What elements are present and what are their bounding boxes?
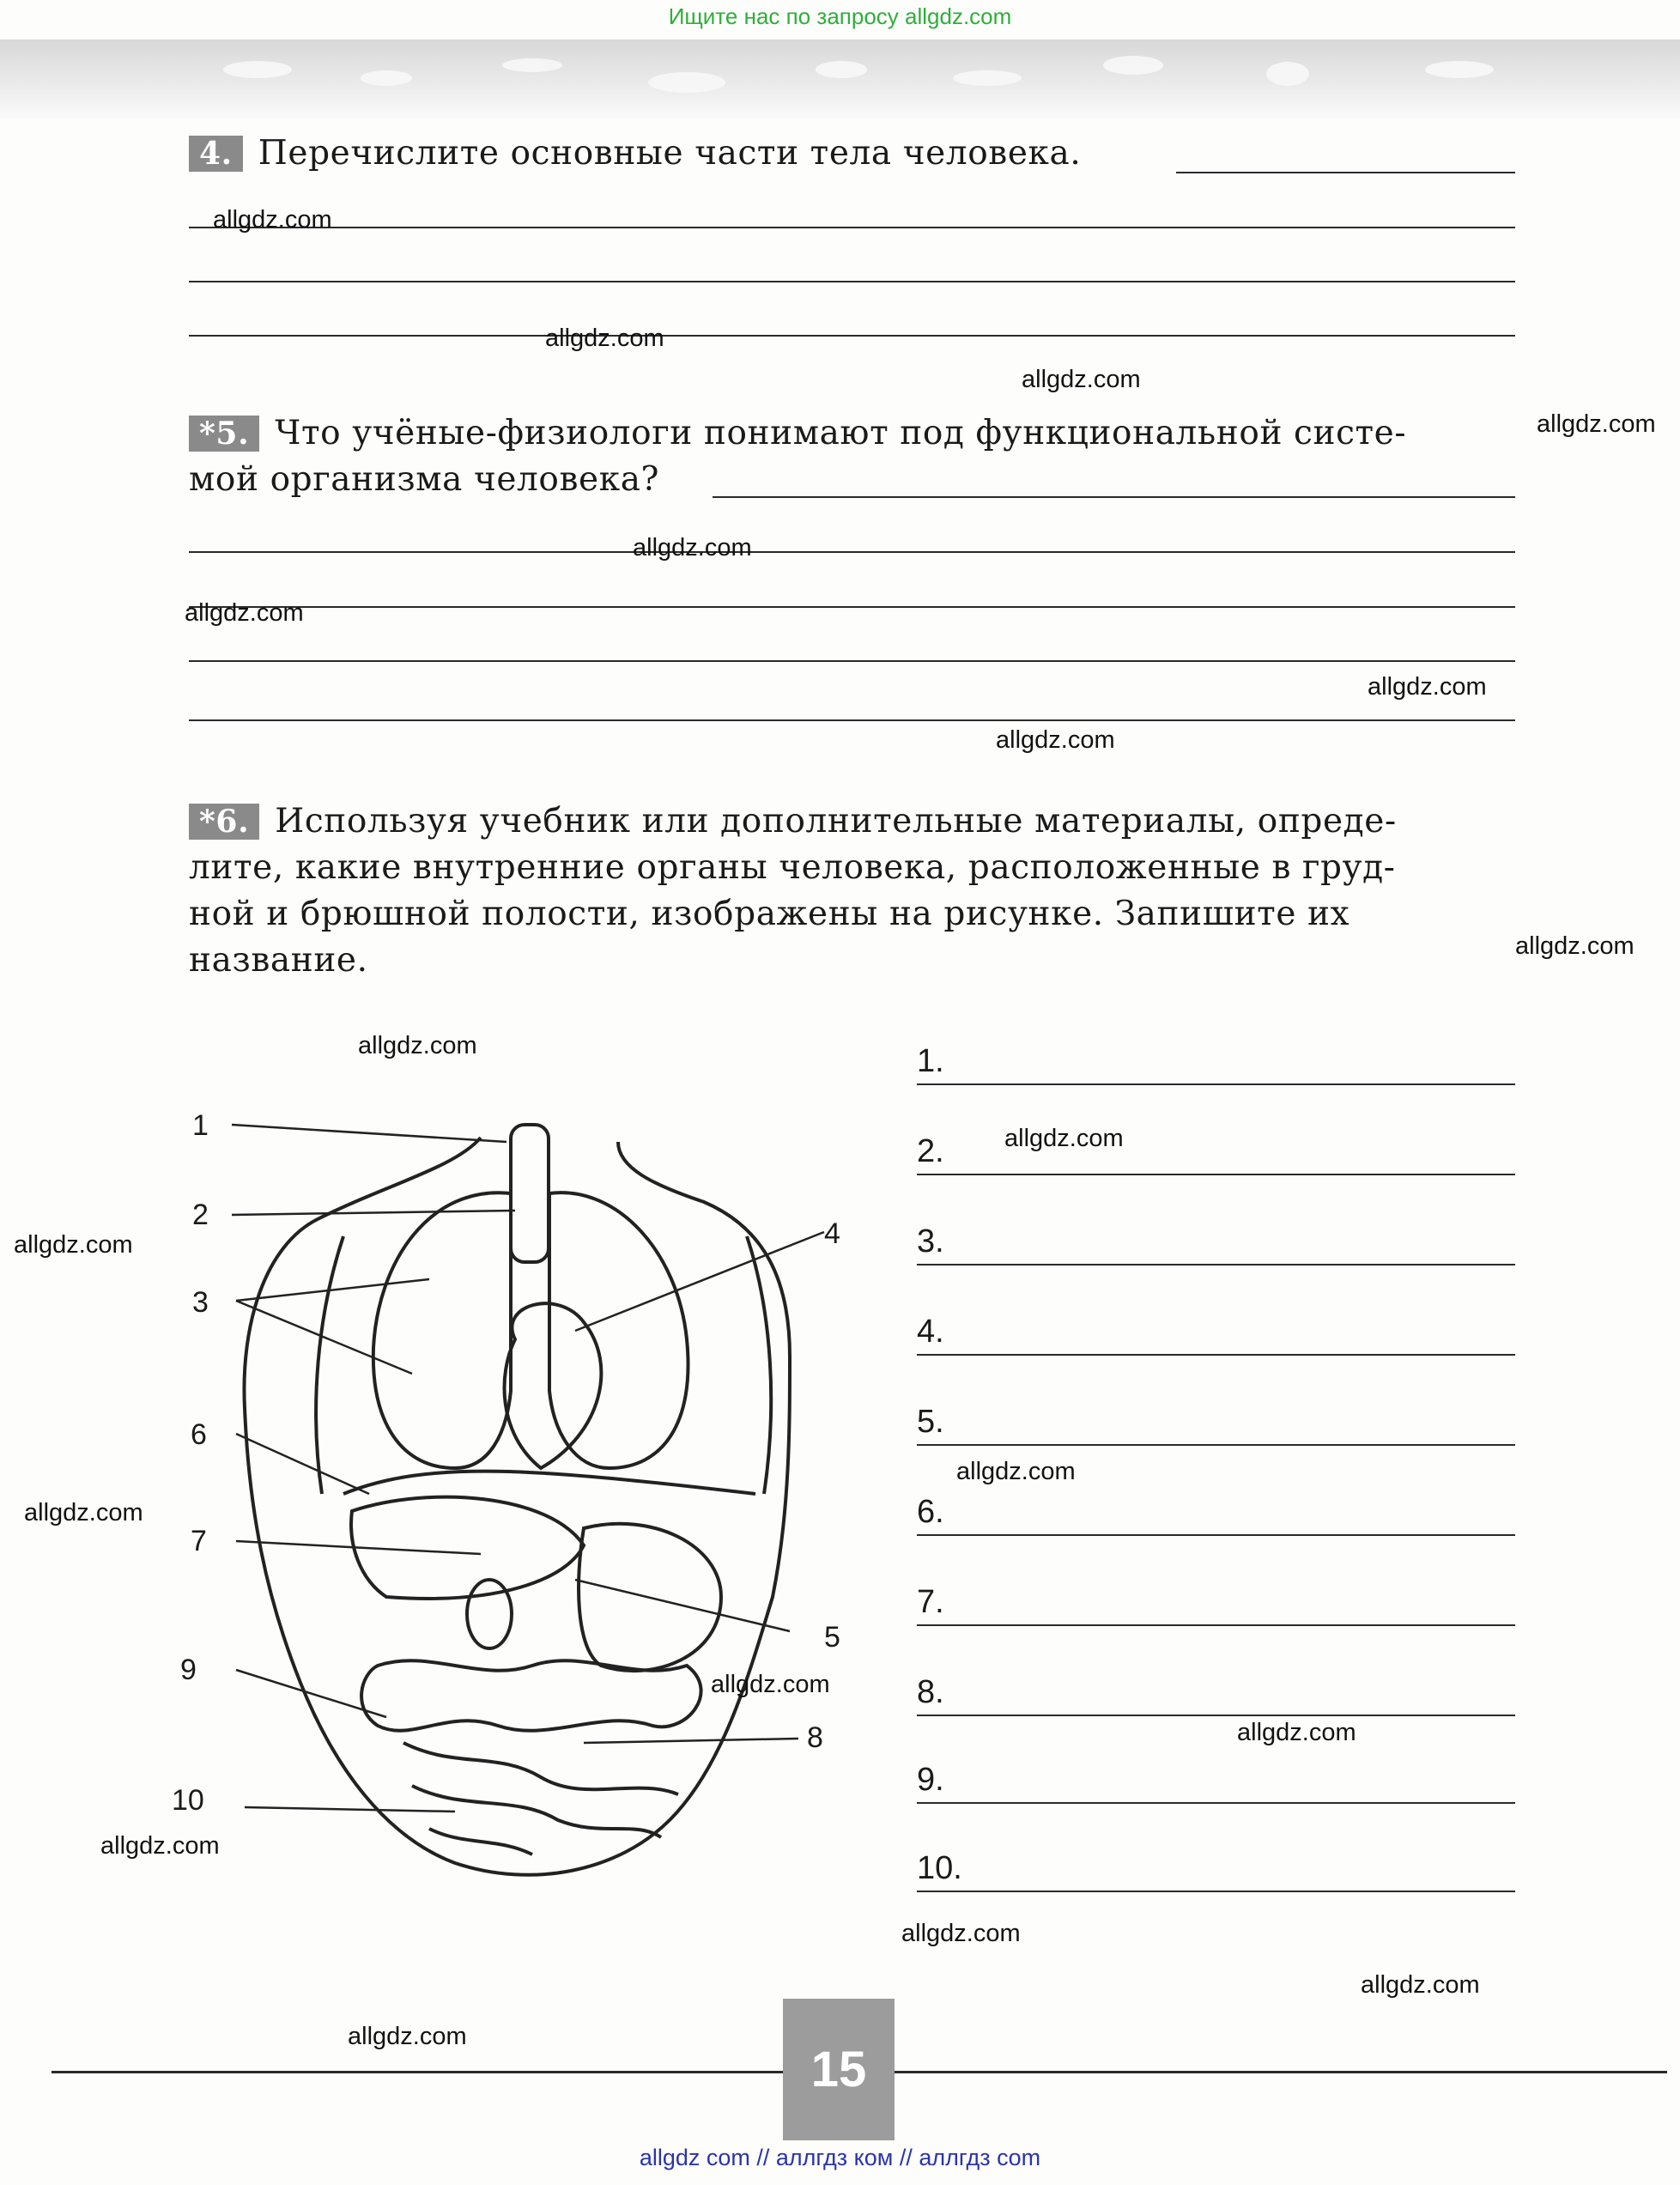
answer-line[interactable] (917, 1354, 1515, 1356)
watermark[interactable]: allgdz.com (1361, 1971, 1480, 1999)
watermark[interactable]: allgdz.com (14, 1231, 133, 1259)
answer-line[interactable] (917, 1715, 1515, 1716)
task-4-badge: 4. (189, 136, 243, 172)
watermark[interactable]: allgdz.com (1537, 410, 1656, 438)
answer-line[interactable] (189, 660, 1515, 662)
callout-label: 9 (180, 1654, 197, 1686)
answer-number: 3. (917, 1223, 944, 1259)
watermark[interactable]: allgdz.com (213, 206, 332, 234)
answer-line[interactable] (189, 281, 1515, 282)
callout-label: 4 (824, 1217, 840, 1250)
task-5 (189, 410, 1406, 457)
callout-label: 6 (191, 1418, 207, 1451)
answer-line[interactable] (189, 335, 1515, 337)
internal-organs-illustration (172, 1065, 893, 1906)
answer-line[interactable] (917, 1891, 1515, 1892)
page-number: 15 (783, 1999, 895, 2140)
watermark[interactable]: allgdz.com (1368, 673, 1487, 701)
answer-number: 2. (917, 1133, 944, 1169)
task-5-line-2: мой организма человека? (189, 460, 660, 499)
answer-number: 5. (917, 1404, 944, 1440)
answer-number: 1. (917, 1043, 944, 1079)
answer-number: 4. (917, 1314, 944, 1350)
task-6-line-2: лите, какие внутренние органы человека, расположенные в груд- (189, 848, 1396, 887)
answer-number: 8. (917, 1674, 944, 1710)
task-6-badge: *6. (189, 804, 259, 840)
page-bottom-rule (895, 2071, 1667, 2073)
watermark[interactable]: allgdz.com (1004, 1125, 1124, 1152)
animal-silhouettes-icon (0, 39, 1680, 118)
bottom-footer[interactable]: allgdz com // аллгдз ком // аллгдз com (639, 2145, 1041, 2170)
watermark[interactable]: allgdz.com (1515, 932, 1635, 960)
watermark[interactable]: allgdz.com (545, 325, 664, 352)
answer-number: 6. (917, 1494, 944, 1530)
watermark[interactable]: allgdz.com (633, 534, 752, 561)
callout-label: 2 (192, 1199, 209, 1231)
task-4-text: Перечислите основные части тела человека. (258, 134, 1082, 173)
answer-line[interactable] (917, 1264, 1515, 1265)
task-4 (189, 130, 1081, 177)
task-5-line-1: Что учёные-физиологи понимают под функциональной систе- (275, 414, 1407, 452)
task-5-badge: *5. (189, 416, 259, 452)
answer-line[interactable] (917, 1174, 1515, 1175)
callout-label: 8 (807, 1721, 823, 1754)
watermark[interactable]: allgdz.com (901, 1920, 1021, 1947)
callout-label: 7 (191, 1525, 207, 1557)
task-6-line-1: Используя учебник или дополнительные материалы, опреде- (275, 802, 1397, 841)
callout-label: 5 (824, 1621, 840, 1654)
answer-line[interactable] (713, 496, 1515, 498)
answer-line[interactable] (189, 227, 1515, 228)
answer-line[interactable] (917, 1802, 1515, 1804)
answer-number: 9. (917, 1762, 944, 1798)
answer-line[interactable] (189, 551, 1515, 553)
watermark[interactable]: allgdz.com (996, 726, 1115, 754)
answer-line[interactable] (917, 1444, 1515, 1446)
answer-line[interactable] (917, 1534, 1515, 1536)
task-6 (189, 798, 1397, 845)
watermark[interactable]: allgdz.com (956, 1458, 1076, 1485)
answer-line[interactable] (189, 719, 1515, 721)
watermark[interactable]: allgdz.com (348, 2023, 467, 2050)
callout-label: 10 (172, 1784, 204, 1817)
answer-line[interactable] (917, 1083, 1515, 1085)
answer-line[interactable] (1176, 172, 1515, 173)
watermark[interactable]: allgdz.com (1022, 366, 1141, 393)
watermark[interactable]: allgdz.com (711, 1671, 830, 1698)
callout-label: 1 (192, 1109, 209, 1142)
header-decoration (0, 39, 1680, 118)
answer-number: 7. (917, 1584, 944, 1620)
watermark[interactable]: allgdz.com (1237, 1719, 1356, 1746)
answer-line[interactable] (189, 606, 1515, 608)
watermark[interactable]: allgdz.com (100, 1832, 220, 1860)
watermark[interactable]: allgdz.com (185, 599, 304, 627)
answer-number: 10. (917, 1850, 962, 1886)
page-bottom-rule (52, 2071, 783, 2073)
top-banner[interactable]: Ищите нас по запросу allgdz.com (668, 3, 1012, 29)
watermark[interactable]: allgdz.com (358, 1032, 477, 1059)
watermark[interactable]: allgdz.com (24, 1499, 143, 1526)
task-6-line-4: название. (189, 941, 368, 980)
task-6-line-3: ной и брюшной полости, изображены на рисунке. Запишите их (189, 895, 1350, 933)
callout-label: 3 (192, 1286, 209, 1319)
answer-line[interactable] (917, 1624, 1515, 1626)
